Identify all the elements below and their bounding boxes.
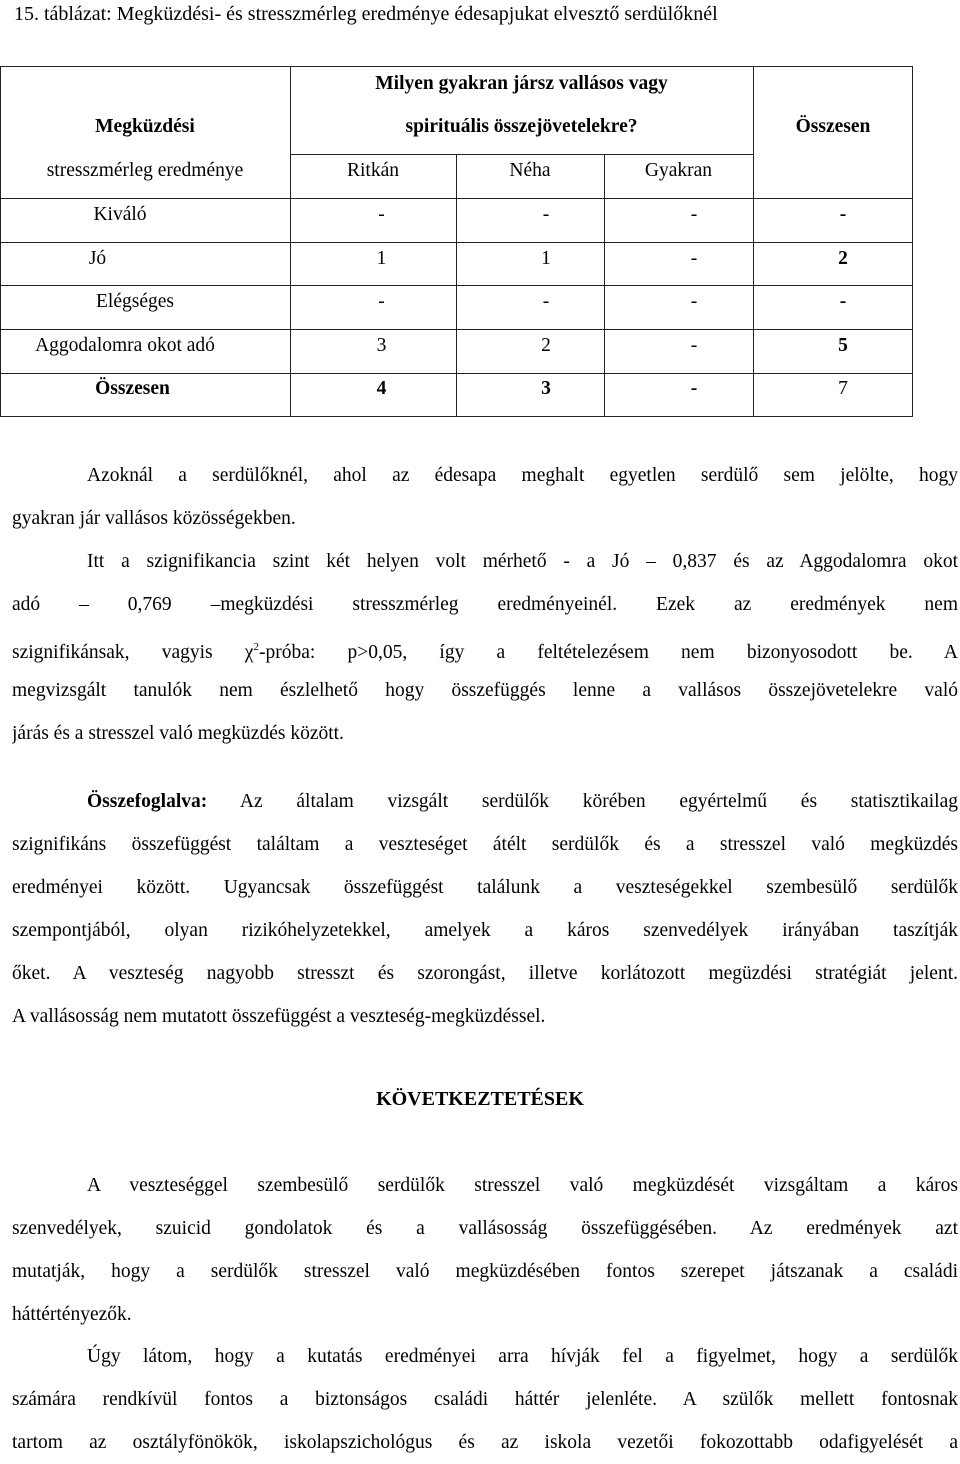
table-cell: - (690, 291, 698, 312)
text-line: számára rendkívül fontos a biztonságos családi háttér jelenléte. A szülők mellett fontosnak (12, 1389, 958, 1410)
table-cell: - (542, 204, 550, 225)
table-rule (290, 154, 753, 155)
paragraph-5 (12, 1335, 958, 1464)
table-cell-total: - (839, 204, 847, 225)
text-line: eredményei között. Ugyancsak összefüggést találunk a veszteségekkel szembesülő serdülők (12, 877, 958, 898)
table-cell-total: 2 (838, 248, 848, 269)
table-cell: - (690, 204, 698, 225)
table-cell-total: - (839, 291, 847, 312)
paragraph-4 (12, 1164, 958, 1336)
col-header-gyakran: Gyakran (644, 160, 713, 181)
table-cell: 4 (376, 378, 387, 399)
text-line: szempontjából, olyan rizikóhelyzetekkel, amelyek a káros szenvedélyek irányában taszítják (12, 920, 958, 941)
text-line: A vallásosság nem mutatott összefüggést a veszteség-megküzdéssel. (12, 1006, 546, 1027)
table-cell: - (378, 291, 385, 312)
table-caption: 15. táblázat: Megküzdési- és stresszmérleg eredménye édesapjukat elvesztő serdülőknél (14, 3, 718, 25)
table-cell: - (690, 335, 698, 356)
row-label: Aggodalomra okot adó (35, 335, 215, 356)
paragraph-3 (12, 780, 958, 1038)
table-cell: 1 (541, 248, 551, 269)
row-label: Elégséges (96, 291, 174, 312)
text-line (12, 780, 958, 823)
text-line: őket. A veszteség nagyobb stresszt és szorongást, illetve korlátozott megüzdési stratégiát jelent. (12, 963, 958, 984)
table-cell-total: 5 (838, 335, 848, 356)
chi-text-rest: -próba: p>0,05, így a feltételezésem nem bizonyosodott be. A (258, 642, 958, 663)
section-heading: KÖVETKEZTETÉSEK (376, 1088, 584, 1110)
text-line: háttértényezők. (12, 1304, 132, 1325)
table-cell-total: 7 (838, 378, 848, 399)
summary-text: Az általam vizsgált serdülők körében egyértelmű és statisztikailag (207, 791, 958, 812)
table-cell: - (378, 204, 385, 225)
text-line: adó – 0,769 –megküzdési stresszmérleg eredményeinél. Ezek az eredmények nem (12, 594, 958, 615)
total-row-label: Összesen (95, 378, 170, 399)
row-header-line1: Megküzdési (95, 116, 195, 137)
table-cell: - (542, 291, 550, 312)
text-line: Itt a szignifikancia szint két helyen volt mérhető - a Jó – 0,837 és az Aggodalomra okot (87, 551, 958, 572)
text-line: gyakran jár vallásos közösségekben. (12, 508, 296, 529)
question-line2: spirituális összejövetelekre? (405, 116, 638, 137)
text-line: tartom az osztályfönökök, iskolapszichológus és az iskola vezetői fokozottabb odafigyelését a (12, 1432, 958, 1453)
table-cell: 2 (541, 335, 551, 356)
col-header-neha: Néha (509, 160, 551, 181)
paragraph-2 (12, 540, 958, 755)
table-cell: 3 (376, 335, 387, 356)
text-line: Azoknál a serdülőknél, ahol az édesapa meghalt egyetlen serdülő sem jelölte, hogy (87, 465, 958, 486)
paragraph-1 (12, 454, 958, 540)
text-line: szignifikáns összefüggést találtam a veszteséget átélt serdülők és a stresszel való megküzdés (12, 834, 958, 855)
text-line: mutatják, hogy a serdülők stresszel való megküzdésében fontos szerepet játszanak a családi (12, 1261, 958, 1282)
table-cell: 3 (541, 378, 551, 399)
chi-text: szignifikánsak, vagyis χ (12, 642, 254, 663)
row-label: Jó (88, 248, 107, 269)
col-header-ritkan: Ritkán (347, 160, 399, 181)
table-cell: - (690, 248, 698, 269)
text-line: Úgy látom, hogy a kutatás eredményei arra hívják fel a figyelmet, hogy a serdülők (87, 1346, 958, 1367)
row-label: Kiváló (93, 204, 147, 225)
summary-lead: Összefoglalva: (87, 791, 208, 812)
text-line: szenvedélyek, szuicid gondolatok és a vallásosság összefüggésében. Az eredmények azt (12, 1218, 958, 1239)
text-line: járás és a stresszel való megküzdés között. (12, 723, 344, 744)
text-line: A veszteséggel szembesülő serdülők stresszel való megküzdését vizsgáltam a káros (87, 1175, 958, 1196)
table-border-top (0, 66, 913, 67)
chi-superscript: 2 (253, 641, 259, 653)
text-line (12, 626, 958, 669)
question-line1: Milyen gyakran jársz vallásos vagy (375, 73, 668, 94)
row-header-line2: stresszmérleg eredménye (46, 160, 244, 181)
table-cell: 1 (376, 248, 387, 269)
results-table (0, 66, 913, 417)
total-header: Összesen (795, 116, 871, 137)
table-cell: - (690, 378, 698, 399)
text-line: megvizsgált tanulók nem észlelhető hogy összefüggés lenne a vallásos összejövetelekre való (12, 680, 958, 701)
